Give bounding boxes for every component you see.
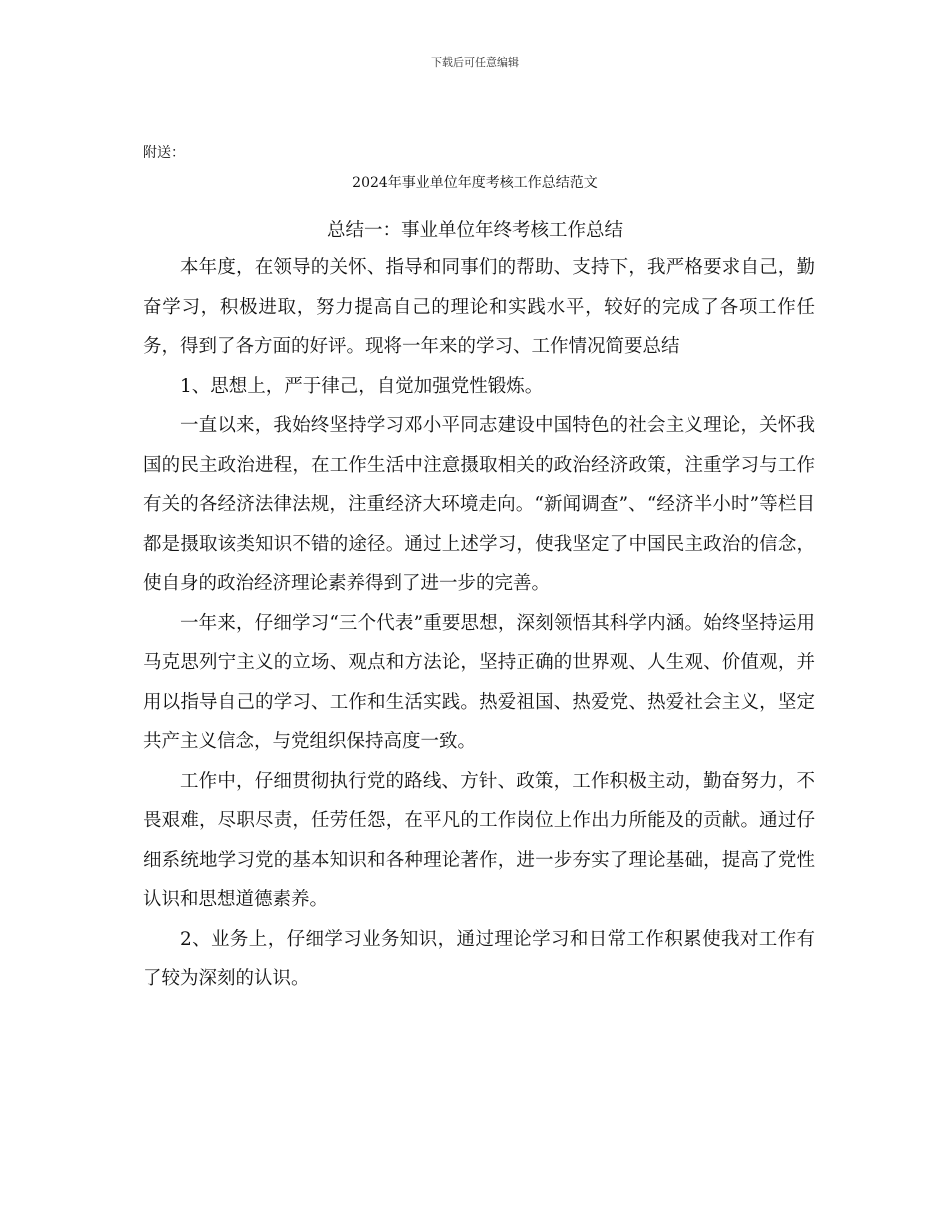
paragraph-three-represents: 一年来，仔细学习“三个代表”重要思想，深刻领悟其科学内涵。始终坚持运用马克思列宁主义的立场、观点和方法论，坚持正确的世界观、人生观、价值观，并用以指导自己的学习、工作和生活实践。热爱祖国、热爱党、热爱社会主义，坚定共产主义信念，与党组织保持高度一致。 [143, 612, 815, 752]
page-header-note: 下载后可任意编辑 [431, 56, 519, 69]
paragraph-theory-study: 一直以来，我始终坚持学习邓小平同志建设中国特色的社会主义理论，关怀我国的民主政治进程，在工作生活中注意摄取相关的政治经济政策，注重学习与工作有关的各经济法律法规，注重经济大环境走向。“新闻调查”、“经济半小时”等栏目都是摄取该类知识不错的途径。通过上述学习，使我坚定了中国民主政治的信念，使自身的政治经济理论素养得到了进一步的完善。 [143, 415, 815, 594]
document-title: 2024年事业单位年度考核工作总结范文 [352, 175, 598, 191]
attachment-label: 附送： [143, 145, 185, 161]
paragraph-intro: 本年度，在领导的关怀、指导和同事们的帮助、支持下，我严格要求自己，勤奋学习，积极进取，努力提高自己的理论和实践水平，较好的完成了各项工作任务，得到了各方面的好评。现将一年来的学习、工作情况简要总结 [143, 257, 815, 357]
paragraph-point-1-heading: 1、思想上，严于律己，自觉加强党性锻炼。 [180, 375, 544, 397]
paragraph-point-2-heading: 2、业务上，仔细学习业务知识，通过理论学习和日常工作积累使我对工作有了较为深刻的认识。 [143, 928, 815, 989]
section-heading: 总结一：事业单位年终考核工作总结 [326, 220, 623, 241]
document-body [143, 248, 815, 999]
paragraph-work-attitude: 工作中，仔细贯彻执行党的路线、方针、政策，工作积极主动，勤奋努力，不畏艰难，尽职尽责，任劳任怨，在平凡的工作岗位上作出力所能及的贡献。通过仔细系统地学习党的基本知识和各种理论著作，进一步夯实了理论基础，提高了党性认识和思想道德素养。 [143, 770, 815, 910]
